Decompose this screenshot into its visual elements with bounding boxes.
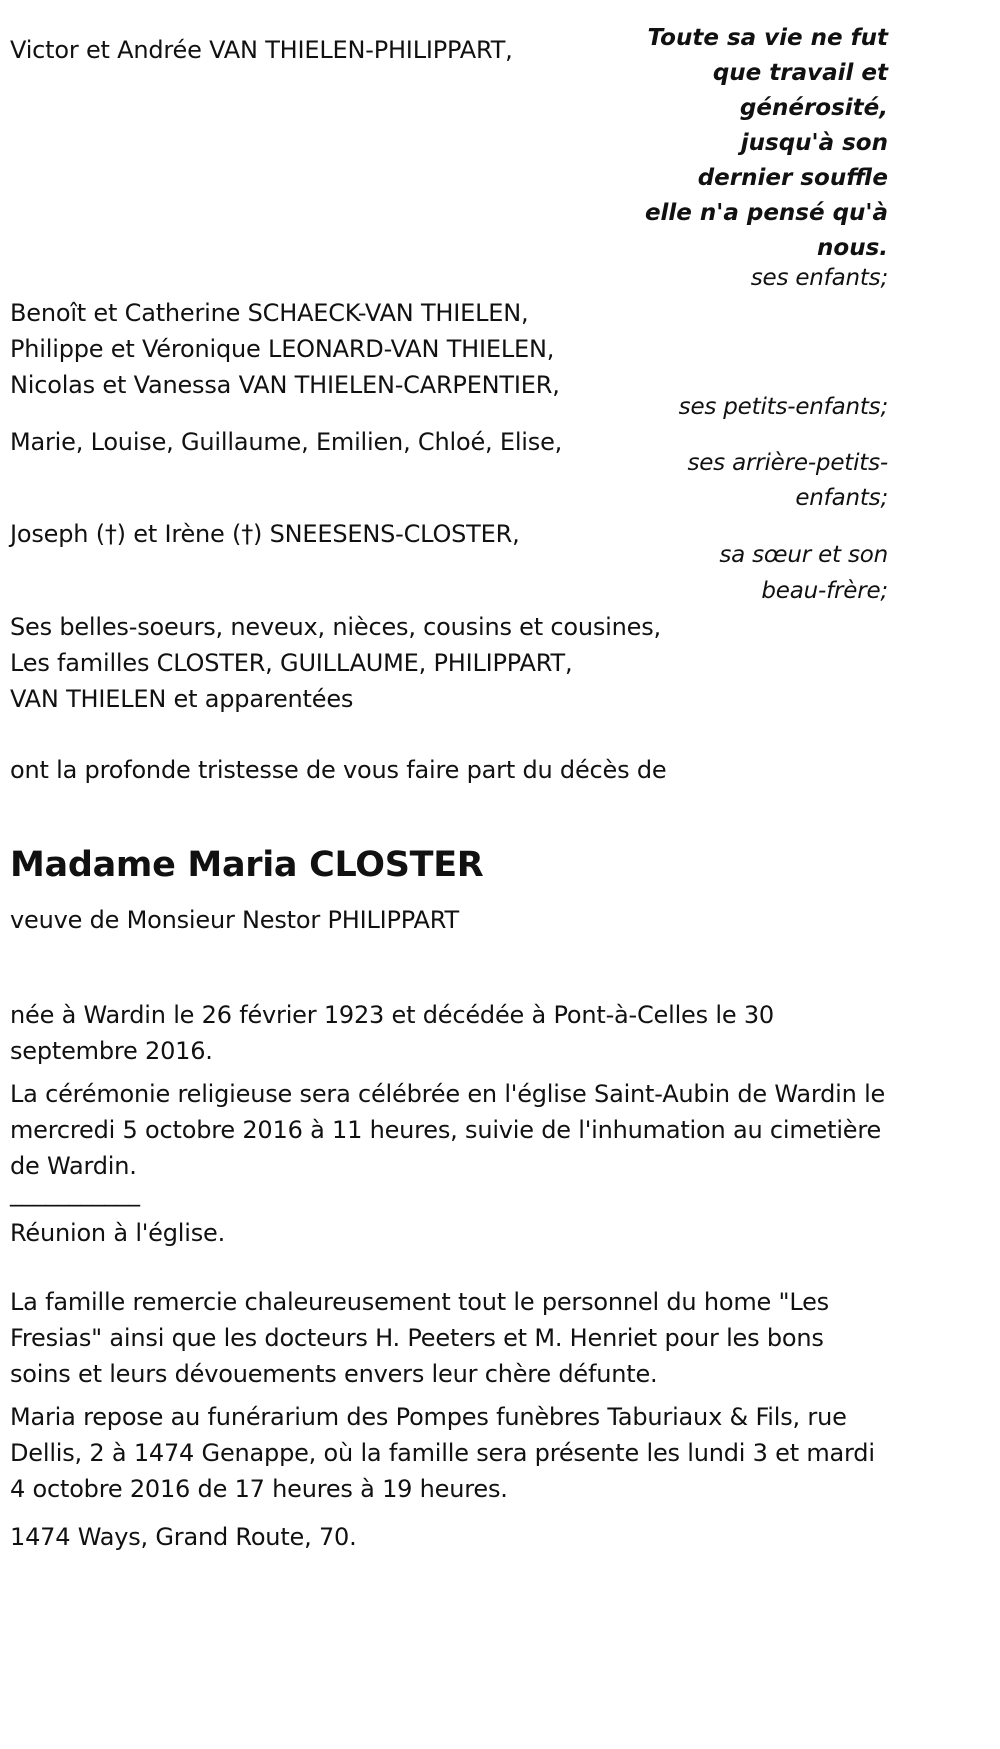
thanks-text: La famille remercie chaleureusement tout le personnel du home "Les Fresias" ainsi que les docteurs H. Peeters et M. Henriet pour les bons soins et leurs dévouements envers leur chère défunte. [10,1288,829,1388]
quote-line: que travail et [712,60,888,86]
deceased-name: Madame Maria CLOSTER [10,845,484,886]
meeting-text: Réunion à l'église. [10,1219,226,1247]
birth-death-text: née à Wardin le 26 février 1923 et décédée à Pont-à-Celles le 30 septembre 2016. [10,1001,774,1065]
grandchildren-role: ses petits-enfants; [678,394,888,420]
sister-names: Joseph (†) et Irène (†) SNEESENS-CLOSTER, [10,520,520,548]
others-line: Ses belles-soeurs, neveux, nièces, cousins et cousines, [10,613,661,641]
quote-line: nous. [817,235,888,261]
announcement-text: ont la profonde tristesse de vous faire part du décès de [10,756,667,784]
ceremony-text: La cérémonie religieuse sera célébrée en l'église Saint-Aubin de Wardin le mercredi 5 octobre 2016 à 11 heures, suivie de l'inhumation au cimetière de Wardin. [10,1080,886,1180]
sister-role: sa sœur et son [719,542,888,568]
children-extra-line: Benoît et Catherine SCHAECK-VAN THIELEN, [10,299,529,327]
quote-line: jusqu'à son [740,130,888,156]
quote-line: dernier souffle [697,165,888,191]
grandchildren-names: Marie, Louise, Guillaume, Emilien, Chloé, Elise, [10,428,563,456]
widow-of-text: veuve de Monsieur Nestor PHILIPPART [10,906,459,934]
epitaph-quote [628,21,888,266]
quote-line: Toute sa vie ne fut [647,25,888,51]
children-names: Victor et Andrée VAN THIELEN-PHILIPPART, [10,36,513,64]
great-grandchildren-role: enfants; [795,485,888,511]
children-extra-line: Philippe et Véronique LEONARD-VAN THIELEN, [10,335,555,363]
great-grandchildren-role: ses arrière-petits- [687,450,888,476]
others-line: VAN THIELEN et apparentées [10,685,354,713]
separator-line: ___________ [10,1179,140,1207]
sister-role: beau-frère; [761,578,888,604]
others-line: Les familles CLOSTER, GUILLAUME, PHILIPPART, [10,649,573,677]
children-role: ses enfants; [750,265,888,291]
children-extra-line: Nicolas et Vanessa VAN THIELEN-CARPENTIER, [10,371,560,399]
quote-line: générosité, [739,95,888,121]
funeral-home-text: Maria repose au funérarium des Pompes funèbres Taburiaux & Fils, rue Dellis, 2 à 1474 Genappe, où la famille sera présente les lundi 3 et mardi 4 octobre 2016 de 17 heures à 19 heures. [10,1403,875,1503]
quote-line: elle n'a pensé qu'à [644,200,888,226]
address-text: 1474 Ways, Grand Route, 70. [10,1523,357,1551]
